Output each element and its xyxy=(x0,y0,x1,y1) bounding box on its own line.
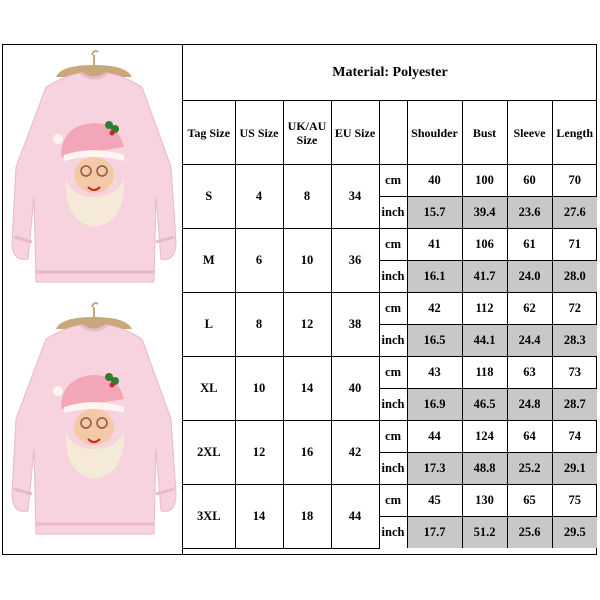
shoulder-value: 16.5 xyxy=(407,325,462,357)
bust-value: 41.7 xyxy=(462,261,507,293)
header-length: Length xyxy=(552,101,597,165)
material-label: Material: Polyester xyxy=(183,45,597,101)
sleeve-value: 25.2 xyxy=(507,453,552,485)
header-tag-size: Tag Size xyxy=(183,101,235,165)
length-value: 28.3 xyxy=(552,325,597,357)
bust-value: 39.4 xyxy=(462,197,507,229)
shoulder-value: 17.3 xyxy=(407,453,462,485)
bust-value: 46.5 xyxy=(462,389,507,421)
material-row xyxy=(183,45,597,101)
shoulder-value: 45 xyxy=(407,485,462,517)
us-size-cell: 6 xyxy=(235,229,283,293)
length-value: 75 xyxy=(552,485,597,517)
us-size-cell: 14 xyxy=(235,485,283,549)
ukau-size-cell: 18 xyxy=(283,485,331,549)
length-value: 72 xyxy=(552,293,597,325)
eu-size-cell: 36 xyxy=(331,229,379,293)
unit-label: inch xyxy=(379,325,407,357)
header-us-size: US Size xyxy=(235,101,283,165)
product-photo-back-view xyxy=(6,299,181,551)
sleeve-value: 65 xyxy=(507,485,552,517)
us-size-cell: 12 xyxy=(235,421,283,485)
unit-label: cm xyxy=(379,165,407,197)
us-size-cell: 10 xyxy=(235,357,283,421)
length-value: 71 xyxy=(552,229,597,261)
shoulder-value: 43 xyxy=(407,357,462,389)
header-bust: Bust xyxy=(462,101,507,165)
unit-label: cm xyxy=(379,293,407,325)
length-value: 28.7 xyxy=(552,389,597,421)
header-unit xyxy=(379,101,407,165)
sleeve-value: 63 xyxy=(507,357,552,389)
unit-label: cm xyxy=(379,357,407,389)
ukau-size-cell: 10 xyxy=(283,229,331,293)
unit-label: inch xyxy=(379,389,407,421)
sleeve-value: 60 xyxy=(507,165,552,197)
length-value: 29.1 xyxy=(552,453,597,485)
eu-size-cell: 34 xyxy=(331,165,379,229)
shoulder-value: 42 xyxy=(407,293,462,325)
unit-label: inch xyxy=(379,517,407,549)
size-row-cm xyxy=(183,229,597,261)
ukau-size-cell: 16 xyxy=(283,421,331,485)
sleeve-value: 62 xyxy=(507,293,552,325)
product-photo-front xyxy=(6,47,181,299)
bust-value: 44.1 xyxy=(462,325,507,357)
unit-label: cm xyxy=(379,421,407,453)
header-ukau-size: UK/AU Size xyxy=(283,101,331,165)
shoulder-value: 15.7 xyxy=(407,197,462,229)
shoulder-value: 16.1 xyxy=(407,261,462,293)
sleeve-value: 25.6 xyxy=(507,517,552,549)
size-chart-frame xyxy=(2,44,597,555)
header-shoulder: Shoulder xyxy=(407,101,462,165)
sleeve-value: 24.8 xyxy=(507,389,552,421)
bust-value: 51.2 xyxy=(462,517,507,549)
length-value: 27.6 xyxy=(552,197,597,229)
size-row-cm xyxy=(183,165,597,197)
sleeve-value: 61 xyxy=(507,229,552,261)
tag-size-cell: S xyxy=(183,165,235,229)
bust-value: 112 xyxy=(462,293,507,325)
length-value: 28.0 xyxy=(552,261,597,293)
eu-size-cell: 44 xyxy=(331,485,379,549)
length-value: 74 xyxy=(552,421,597,453)
bust-value: 100 xyxy=(462,165,507,197)
ukau-size-cell: 12 xyxy=(283,293,331,357)
eu-size-cell: 40 xyxy=(331,357,379,421)
eu-size-cell: 38 xyxy=(331,293,379,357)
size-chart-table xyxy=(183,45,597,549)
size-row-cm xyxy=(183,357,597,389)
product-photo-column xyxy=(3,45,183,554)
header-sleeve: Sleeve xyxy=(507,101,552,165)
tag-size-cell: XL xyxy=(183,357,235,421)
bust-value: 124 xyxy=(462,421,507,453)
sleeve-value: 23.6 xyxy=(507,197,552,229)
shoulder-value: 44 xyxy=(407,421,462,453)
us-size-cell: 4 xyxy=(235,165,283,229)
header-eu-size: EU Size xyxy=(331,101,379,165)
header-row xyxy=(183,101,597,165)
tag-size-cell: 3XL xyxy=(183,485,235,549)
length-value: 70 xyxy=(552,165,597,197)
bust-value: 130 xyxy=(462,485,507,517)
tag-size-cell: 2XL xyxy=(183,421,235,485)
unit-label: inch xyxy=(379,197,407,229)
size-row-cm xyxy=(183,421,597,453)
tag-size-cell: M xyxy=(183,229,235,293)
length-value: 29.5 xyxy=(552,517,597,549)
ukau-size-cell: 8 xyxy=(283,165,331,229)
sleeve-value: 24.0 xyxy=(507,261,552,293)
sleeve-value: 64 xyxy=(507,421,552,453)
shoulder-value: 41 xyxy=(407,229,462,261)
unit-label: cm xyxy=(379,485,407,517)
bust-value: 106 xyxy=(462,229,507,261)
bust-value: 48.8 xyxy=(462,453,507,485)
sweatshirt-graphic xyxy=(12,51,176,282)
size-row-cm xyxy=(183,485,597,517)
sleeve-value: 24.4 xyxy=(507,325,552,357)
unit-label: cm xyxy=(379,229,407,261)
ukau-size-cell: 14 xyxy=(283,357,331,421)
unit-label: inch xyxy=(379,261,407,293)
unit-label: inch xyxy=(379,453,407,485)
eu-size-cell: 42 xyxy=(331,421,379,485)
length-value: 73 xyxy=(552,357,597,389)
shoulder-value: 17.7 xyxy=(407,517,462,549)
bust-value: 118 xyxy=(462,357,507,389)
shoulder-value: 40 xyxy=(407,165,462,197)
us-size-cell: 8 xyxy=(235,293,283,357)
sweatshirt-graphic xyxy=(12,303,176,534)
size-row-cm xyxy=(183,293,597,325)
shoulder-value: 16.9 xyxy=(407,389,462,421)
tag-size-cell: L xyxy=(183,293,235,357)
